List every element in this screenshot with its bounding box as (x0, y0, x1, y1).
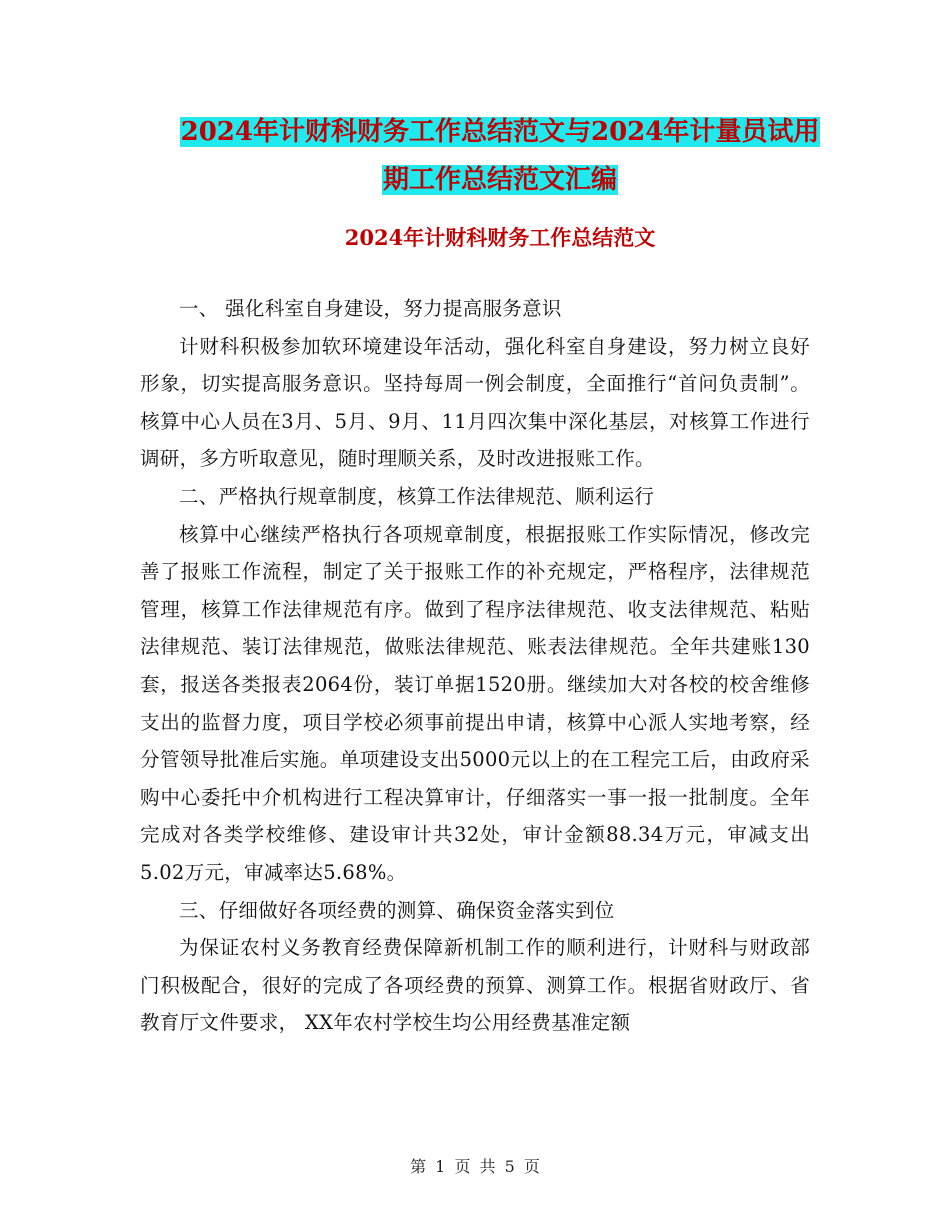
page-footer: 第 1 页 共 5 页 (410, 1157, 540, 1176)
body-paragraph-2: 核算中心继续严格执行各项规章制度，根据报账工作实际情况，修改完善了报账工作流程，制定了关于报账工作的补充规定，严格程序，法律规范管理，核算工作法律规范有序。做到了程序法律规范、收支法律规范、粘贴法律规范、装订法律规范，做账法律规范、账表法律规范。全年共建账130套，报送各类报表2064份，装订单据1520册。继续加大对各校的校舍维修支出的监督力度，项目学校必须事前提出申请，核算中心派人实地考察，经分管领导批准后实施。单项建设支出5000元以上的在工程完工后，由政府采购中心委托中介机构进行工程决算审计，仔细落实一事一报一批制度。全年完成对各类学校维修、建设审计共32处，审计金额88.34万元，审减支出5.02万元，审减率达5.68%。 (140, 522, 810, 884)
heading-paragraph-3: 三、仔细做好各项经费的测算、确保资金落实到位 (179, 898, 615, 922)
document-title-line1: 2024年计财科财务工作总结范文与2024年计量员试用 (180, 117, 820, 147)
body-paragraph-1: 计财科积极参加软环境建设年活动，强化科室自身建设，努力树立良好形象，切实提高服务意识。坚持每周一例会制度，全面推行“首问负责制”。核算中心人员在3月、5月、9月、11月四次集中深化基层，对核算工作进行调研，多方听取意见，随时理顺关系，及时改进报账工作。 (140, 334, 810, 471)
section-title: 2024年计财科财务工作总结范文 (344, 225, 656, 250)
document-body (140, 290, 810, 1042)
heading-paragraph-1: 一、 强化科室自身建设，努力提高服务意识 (179, 297, 562, 320)
body-paragraph-3: 为保证农村义务教育经费保障新机制工作的顺利进行，计财科与财政部门积极配合，很好的完成了各项经费的预算、测算工作。根据省财政厅、省教育厅文件要求， XX年农村学校生均公用经费基准定额 (140, 936, 810, 1035)
heading-paragraph-2: 二、严格执行规章制度，核算工作法律规范、顺利运行 (179, 484, 655, 508)
document-title (140, 108, 860, 204)
document-title-line2: 期工作总结范文汇编 (382, 165, 617, 195)
